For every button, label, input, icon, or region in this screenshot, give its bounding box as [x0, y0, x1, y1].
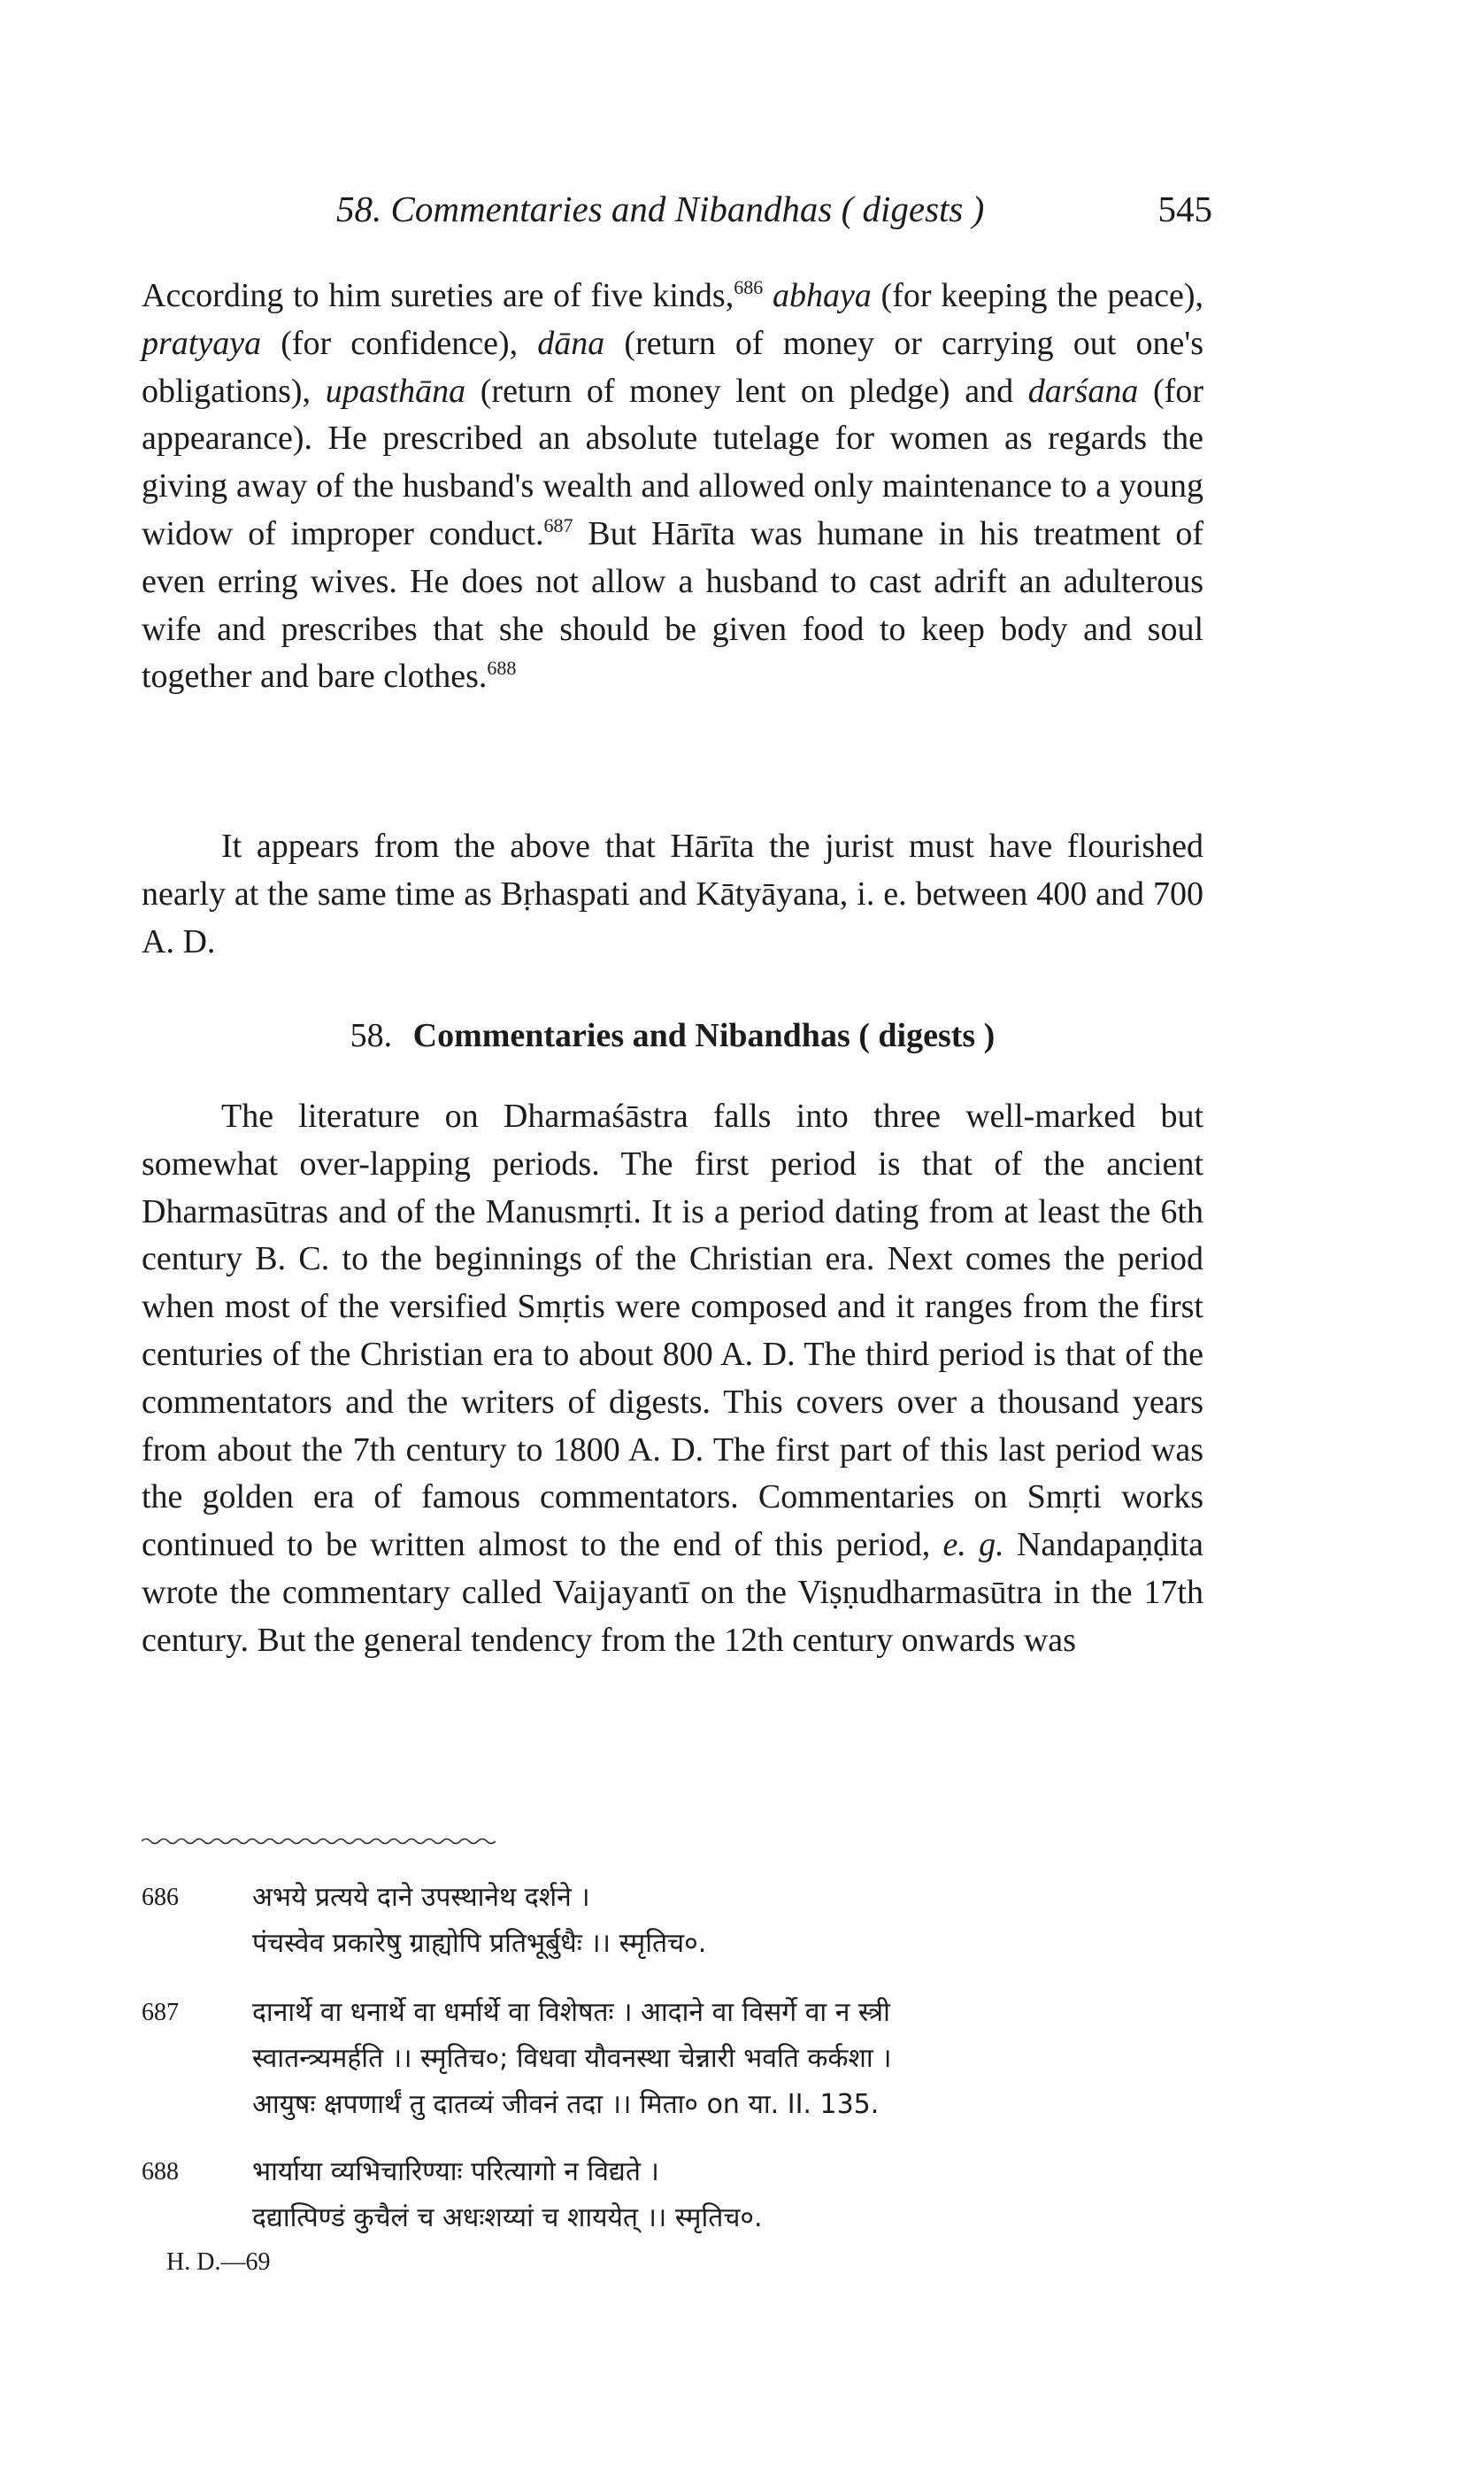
footnote-ref-687[interactable]: 687	[543, 513, 573, 536]
footnote-ref-688[interactable]: 688	[487, 657, 517, 680]
term-abhaya: abhaya	[772, 277, 872, 314]
footnote-line: अभये प्रत्यये दाने उपस्थानेथ दर्शने ।	[252, 1882, 590, 1913]
footnote-number: 686	[142, 1884, 179, 1911]
text-run: (return of money or carrying out one's obligations),	[142, 324, 1203, 410]
term-dana: dāna	[537, 324, 605, 362]
footnote-line: भार्याया व्यभिचारिण्याः परित्यागो न विद्यते ।	[252, 2156, 659, 2187]
footnote-body	[252, 1875, 1212, 1967]
footnote-688	[142, 2149, 1212, 2241]
footnote-body	[252, 2149, 1212, 2241]
section-title: Commentaries and Nibandhas ( digests )	[412, 1017, 996, 1054]
paragraph-harita-date: It appears from the above that Hārīta the jurist must have flourished nearly at the same time as Bṛhaspati and Kātyāyana, i. e. between 400 and 700 A. D.	[142, 828, 1203, 960]
running-head-title: 58. Commentaries and Nibandhas ( digests )	[336, 189, 985, 229]
section-heading	[142, 1016, 1203, 1055]
page-number: 545	[1157, 189, 1212, 229]
term-upasthana: upasthāna	[325, 372, 466, 410]
footnote-separator	[142, 1837, 496, 1846]
footnote-line: पंचस्वेव प्रकारेषु ग्राह्योपि प्रतिभूर्बुधैः ।। स्मृतिच०.	[252, 1928, 707, 1959]
text-run: The literature on Dharmaśāstra falls into three well-marked but somewhat over-lapping periods. The first period is that of the ancient Dharmasūtras and of the Manusmṛti. It is a period dating from at least the 6th century B. C. to the beginnings of the Christian era. Next comes the period when most of the versified Smṛtis were composed and it ranges from the first centuries of the Christian era to about 800 A. D. The third period is that of the commentators and the writers of digests. This covers over a thousand years from about the 7th century to 1800 A. D. The first part of this last period was the golden era of famous commentators. Commentaries on Smṛti works continued to be written almost to the end of this period,	[142, 1098, 1203, 1564]
footnote-number: 688	[142, 2158, 179, 2186]
footnote-line: आयुषः क्षपणार्थं तु दातव्यं जीवनं तदा ।। मिता० on या. II. 135.	[252, 2089, 880, 2120]
text-run: (for keeping the peace),	[880, 277, 1204, 314]
term-darsana: darśana	[1027, 372, 1139, 410]
paragraph-periods	[142, 1093, 1203, 1665]
text-run: (for confidence),	[261, 324, 538, 362]
paragraph-sureties	[142, 273, 1203, 701]
text-run: According to him sureties are of five kinds,	[142, 277, 734, 314]
footnote-687	[142, 1990, 1212, 2128]
term-pratyaya: pratyaya	[142, 324, 262, 362]
footnote-line: दानार्थे वा धनार्थे वा धर्मार्थे वा विशेषतः । आदाने वा विसर्गे वा न स्त्री	[252, 1997, 890, 2028]
footnote-ref-686[interactable]: 686	[734, 276, 764, 298]
text-run: (for appearance). He prescribed an absolute tutelage for women as regards the giving away of the husband's wealth and allowed only maintenance to a young widow of improper conduct.	[142, 372, 1203, 552]
abbrev-eg: e. g.	[942, 1526, 1004, 1564]
footnote-body	[252, 1990, 1212, 2128]
section-number: 58.	[350, 1017, 393, 1054]
footnote-number: 687	[142, 1999, 179, 2026]
footnote-line: स्वातन्त्र्यमर्हति ।। स्मृतिच०; विधवा यौवनस्था चेन्नारी भवति कर्कशा ।	[252, 2043, 892, 2074]
text-run: (return of money lent on pledge) and	[465, 372, 1028, 410]
text-run: Nandapaṇḍita wrote the commentary called Vaijayantī on the Viṣṇudharmasūtra in the 17th century. But the general tendency from the 12th century onwards was	[142, 1526, 1203, 1659]
footnote-line: दद्यात्पिण्डं कुचैलं च अधःशय्यां च शाययेत् ।। स्मृतिच०.	[252, 2202, 763, 2233]
signature-mark: H. D.—69	[166, 2248, 271, 2276]
text-run: But Hārīta was humane in his treatment of even erring wives. He does not allow a husband to cast adrift an adulterous wife and prescribes that she should be given food to keep body and soul together and bare clothes.	[142, 514, 1203, 696]
footnote-686	[142, 1875, 1212, 1967]
